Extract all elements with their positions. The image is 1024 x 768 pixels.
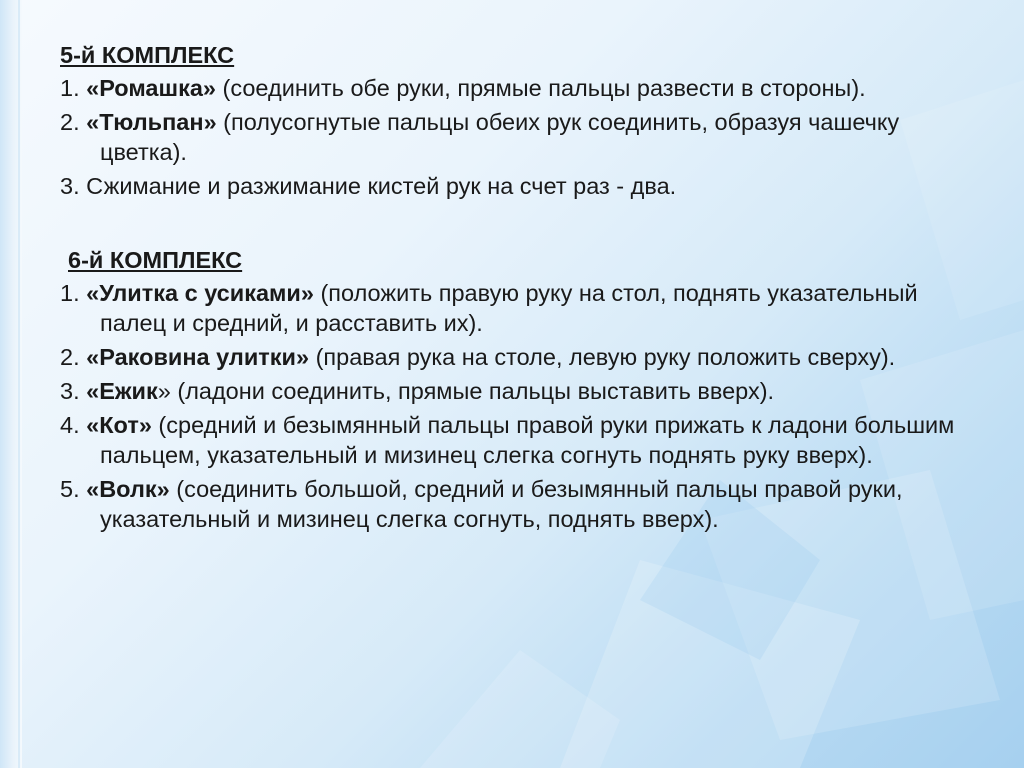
list-item: 2. «Тюльпан» (полусогнутые пальцы обеих рук соединить, образуя чашечку цветка). [60,109,900,165]
slide-content [60,40,980,538]
list-item: 2. «Раковина улитки» (правая рука на столе, левую руку положить сверху). [60,344,896,370]
section-title-complex-6: 6-й КОМПЛЕКС [68,247,243,273]
list-item: 4. «Кот» (средний и безымянный пальцы правой руки прижать к ладони большим пальцем, указательный и мизинец слегка согнуть поднять руку вверх). [60,412,955,468]
list-item: 3. Сжимание и разжимание кистей рук на счет раз - два. [60,173,677,199]
list-item: 5. «Волк» (соединить большой, средний и безымянный пальцы правой руки, указательный и мизинец слегка согнуть, поднять вверх). [60,476,903,532]
list-item: 3. «Ежик» (ладони соединить, прямые пальцы выставить вверх). [60,378,775,404]
list-item: 1. «Улитка с усиками» (положить правую руку на стол, поднять указательный палец и средний, и расставить их). [60,280,918,336]
section-title-complex-5: 5-й КОМПЛЕКС [60,42,235,68]
left-border-stripe [0,0,22,768]
list-item: 1. «Ромашка» (соединить обе руки, прямые пальцы развести в стороны). [60,75,866,101]
